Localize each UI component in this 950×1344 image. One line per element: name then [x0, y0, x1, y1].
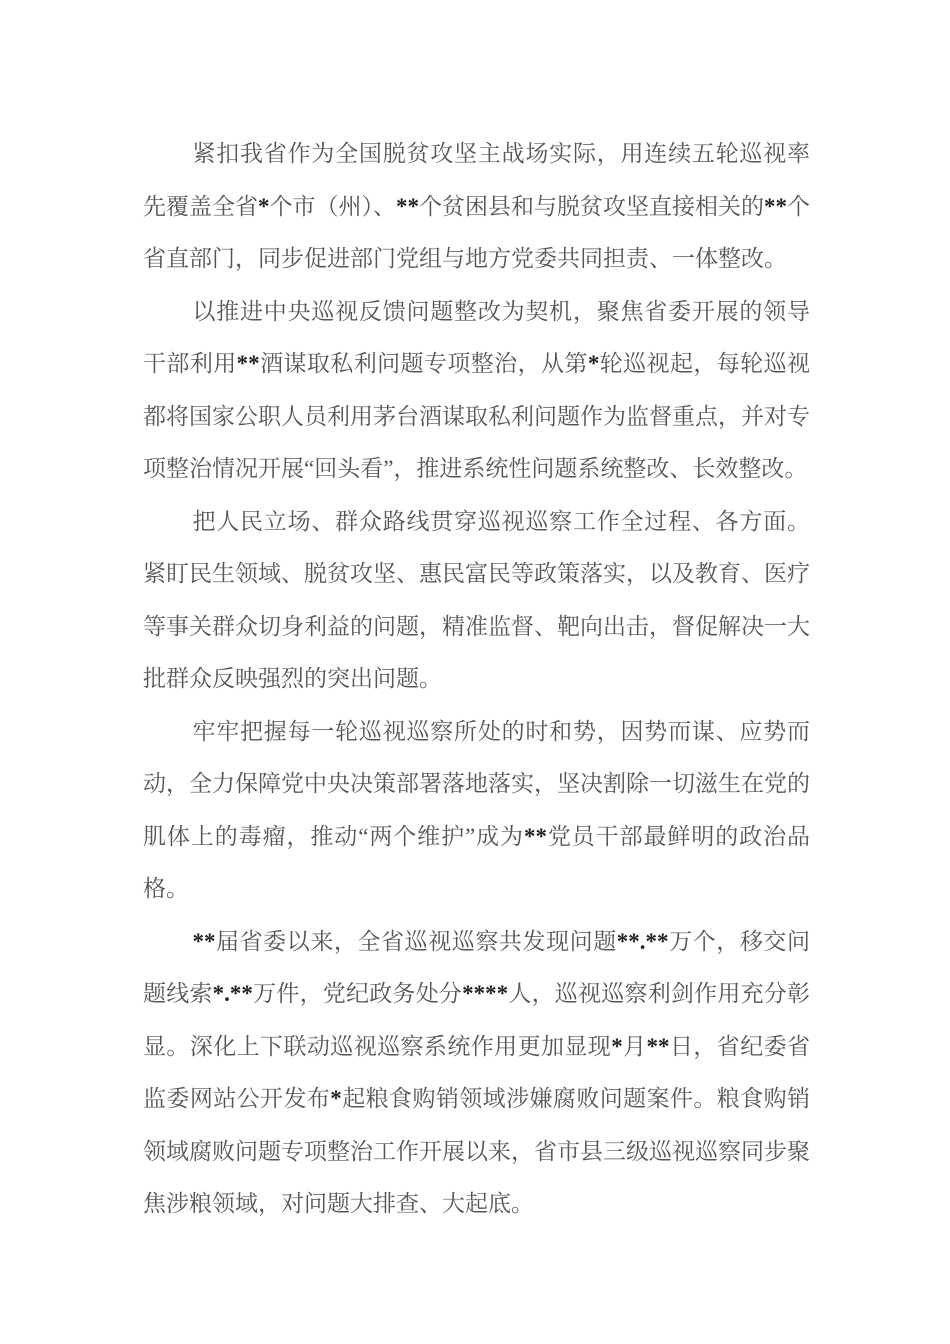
emphasis-text-run: *: [611, 1033, 623, 1059]
emphasis-text-run: *.**: [212, 981, 253, 1006]
emphasis-text-run: **: [396, 193, 419, 219]
text-run: 个省直部门，同步促进部门党组与地方党委共同担责、一体整改。: [143, 193, 810, 271]
emphasis-text-run: *: [587, 351, 600, 376]
emphasis-text-run: *: [330, 1086, 342, 1111]
text-run: 以推进中央巡视反馈问题整改为契机，聚焦省委开展的领导干部利用: [143, 298, 810, 376]
paragraph: [143, 128, 810, 286]
paragraph: [143, 496, 810, 706]
text-run: 党员干部最鲜明的政治品格。: [143, 823, 811, 901]
emphasis-text-run: ****: [462, 981, 509, 1006]
paragraph: [143, 916, 810, 1231]
text-run: 把人民立场、群众路线贯穿巡视巡察工作全过程、各方面。紧盯民生领域、脱贫攻坚、惠民富民等政策落实，以及教育、医疗等事关群众切身利益的问题，精准监督、靶向出击，督促解决一大批群众反映强烈的突出问题。: [143, 508, 810, 691]
text-run: 万件，党纪政务处分: [252, 981, 463, 1006]
text-run: 个市（州）、: [269, 193, 396, 219]
emphasis-text-run: **: [192, 928, 216, 954]
text-run: 起粮食购销领域涉嫌腐败问题案件。粮食购销领域腐败问题专项整治工作开展以来，省市县三级巡视巡察同步聚焦涉粮领域，对问题大排查、大起底。: [143, 1086, 811, 1216]
text-run: 万个，移交问题线索: [143, 928, 811, 1006]
text-run: 个贫困县和与脱贫攻坚直接相关的: [419, 193, 764, 219]
text-run: 牢牢把握每一轮巡视巡察所处的时和势，因势而谋、应势而动，全力保障党中央决策部署落地落实，坚决割除一切滋生在党的肌体上的毒瘤，推动“两个维护”成为: [143, 718, 810, 849]
emphasis-text-run: *: [258, 193, 270, 219]
emphasis-text-run: **: [523, 823, 547, 849]
paragraph: [143, 706, 810, 916]
document-body: [143, 128, 810, 1231]
emphasis-text-run: **: [236, 351, 260, 376]
text-run: 酒谋取私利问题专项整治，从第: [259, 351, 588, 376]
text-run: 人，巡视巡察利剑作用充分彰显。深化上下联动巡视巡察系统作用更加显现: [143, 981, 811, 1059]
text-run: 轮巡视起，每轮巡视都将国家公职人员利用茅台酒谋取私利问题作为监督重点，并对专项整治情况开展“回头看”，推进系统性问题系统整改、长效整改。: [143, 351, 811, 481]
text-run: 月: [622, 1033, 647, 1059]
paragraph: [143, 286, 810, 496]
text-run: 日，省纪委省监委网站公开发布: [143, 1033, 811, 1111]
text-run: 紧扣我省作为全国脱贫攻坚主战场实际，用连续五轮巡视率先覆盖全省: [143, 141, 810, 219]
emphasis-text-run: **: [764, 193, 787, 219]
text-run: 届省委以来，全省巡视巡察共发现问题: [215, 928, 617, 954]
emphasis-text-run: **: [646, 1033, 670, 1059]
emphasis-text-run: **.**: [616, 928, 669, 954]
